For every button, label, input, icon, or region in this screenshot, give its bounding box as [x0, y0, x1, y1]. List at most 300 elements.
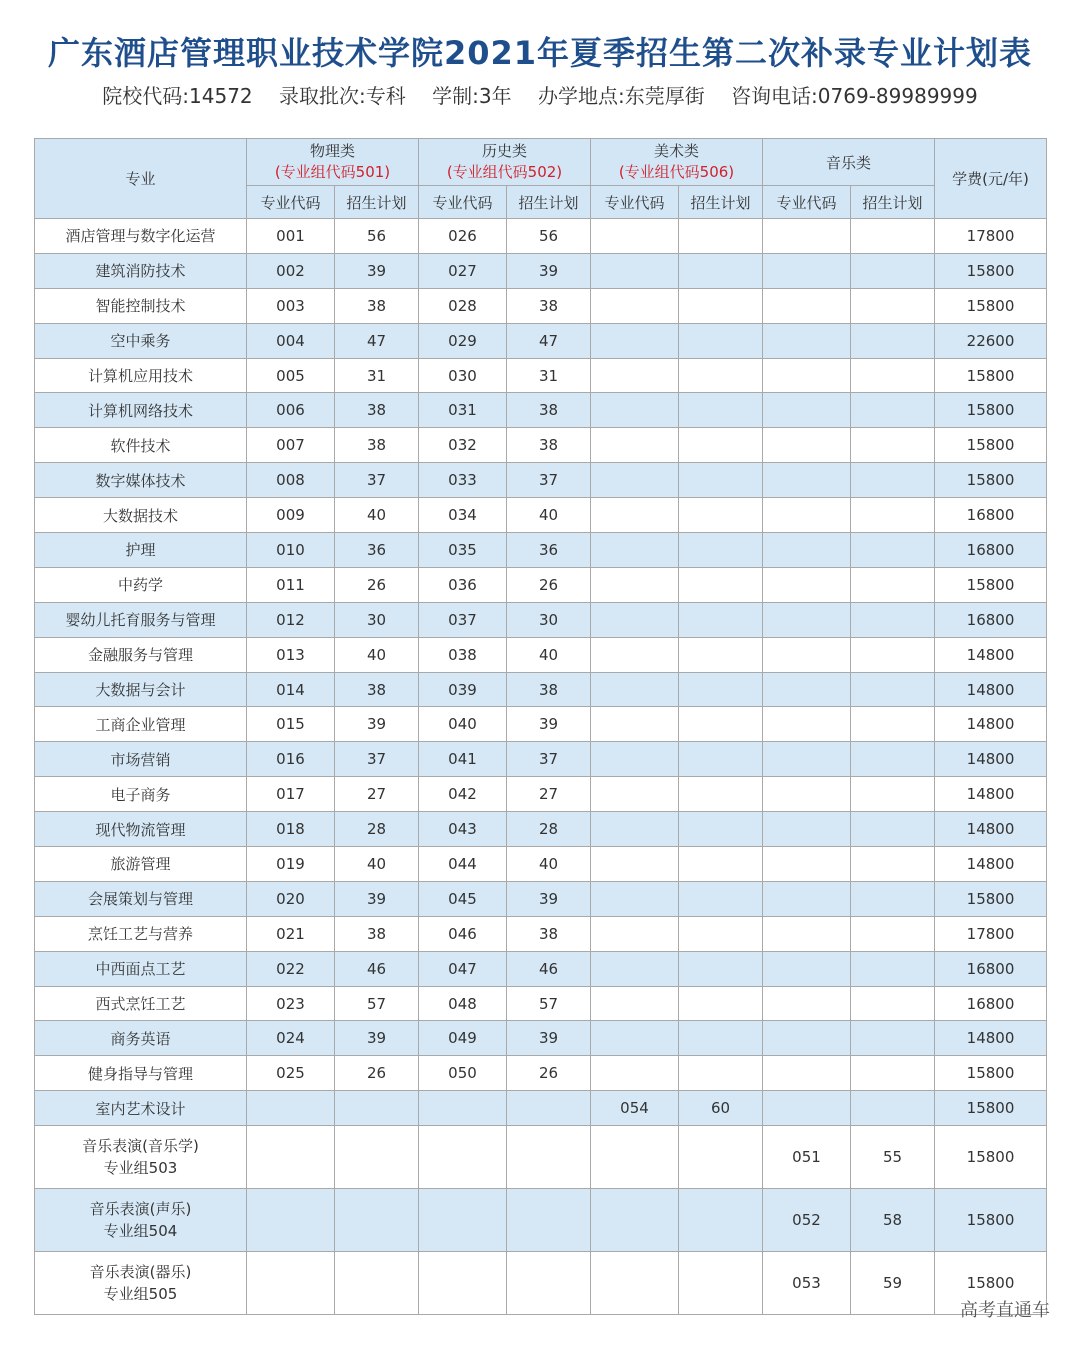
cell-art-code: [591, 777, 679, 812]
header-history: 历史类 (专业组代码502): [419, 139, 591, 186]
cell-art-plan: [679, 288, 763, 323]
cell-art-plan: [679, 742, 763, 777]
cell-physics-code: 003: [247, 288, 335, 323]
cell-physics-code: 005: [247, 358, 335, 393]
cell-physics-code: 018: [247, 812, 335, 847]
cell-fee: 15800: [935, 567, 1047, 602]
cell-music-plan: [851, 916, 935, 951]
cell-history-code: 041: [419, 742, 507, 777]
cell-history-plan: 40: [507, 498, 591, 533]
cell-art-code: [591, 916, 679, 951]
cell-history-plan: 40: [507, 637, 591, 672]
table-row: [35, 986, 1047, 1021]
cell-physics-plan: 30: [335, 602, 419, 637]
study-duration: 学制:3年: [432, 84, 512, 108]
table-row: [35, 1251, 1047, 1314]
cell-art-code: [591, 672, 679, 707]
table-row: [35, 393, 1047, 428]
header-art-plan: 招生计划: [679, 186, 763, 219]
cell-fee: 15800: [935, 881, 1047, 916]
cell-music-code: [763, 637, 851, 672]
header-physics-code: 专业代码: [247, 186, 335, 219]
cell-major-name: 市场营销: [35, 742, 247, 777]
cell-fee: 16800: [935, 602, 1047, 637]
cell-art-code: 054: [591, 1091, 679, 1126]
cell-history-code: 030: [419, 358, 507, 393]
cell-music-code: 052: [763, 1188, 851, 1251]
cell-music-plan: [851, 672, 935, 707]
cell-music-code: [763, 463, 851, 498]
cell-history-plan: 39: [507, 253, 591, 288]
cell-history-code: 047: [419, 951, 507, 986]
cell-music-code: [763, 1091, 851, 1126]
cell-music-plan: [851, 567, 935, 602]
cell-art-plan: [679, 602, 763, 637]
cell-fee: 14800: [935, 672, 1047, 707]
cell-art-plan: [679, 1251, 763, 1314]
cell-music-code: [763, 358, 851, 393]
header-major: 专业: [35, 139, 247, 219]
cell-art-code: [591, 323, 679, 358]
cell-history-plan: 38: [507, 288, 591, 323]
cell-history-plan: 31: [507, 358, 591, 393]
cell-music-code: 051: [763, 1126, 851, 1189]
cell-physics-code: 009: [247, 498, 335, 533]
contact-phone: 咨询电话:0769-89989999: [731, 84, 978, 108]
cell-history-plan: 37: [507, 463, 591, 498]
cell-physics-code: 016: [247, 742, 335, 777]
cell-history-code: 040: [419, 707, 507, 742]
cell-major-name: 计算机网络技术: [35, 393, 247, 428]
cell-music-plan: [851, 323, 935, 358]
header-art: 美术类 (专业组代码506): [591, 139, 763, 186]
cell-music-code: [763, 777, 851, 812]
cell-history-code: [419, 1251, 507, 1314]
cell-music-code: [763, 742, 851, 777]
cell-art-plan: [679, 1188, 763, 1251]
cell-music-plan: [851, 533, 935, 568]
cell-physics-plan: 31: [335, 358, 419, 393]
cell-history-plan: [507, 1251, 591, 1314]
cell-physics-code: [247, 1251, 335, 1314]
cell-art-plan: [679, 463, 763, 498]
table-row: [35, 219, 1047, 254]
cell-music-plan: [851, 428, 935, 463]
cell-music-code: [763, 951, 851, 986]
cell-physics-code: 001: [247, 219, 335, 254]
cell-history-plan: 39: [507, 707, 591, 742]
cell-fee: 15800: [935, 463, 1047, 498]
cell-major-name: 西式烹饪工艺: [35, 986, 247, 1021]
cell-history-code: 032: [419, 428, 507, 463]
cell-major-name: 旅游管理: [35, 847, 247, 882]
cell-art-code: [591, 881, 679, 916]
table-row: [35, 1021, 1047, 1056]
cell-art-code: [591, 847, 679, 882]
cell-physics-code: 024: [247, 1021, 335, 1056]
cell-physics-plan: 38: [335, 672, 419, 707]
cell-music-plan: [851, 1091, 935, 1126]
table-row: [35, 602, 1047, 637]
cell-fee: 14800: [935, 777, 1047, 812]
cell-history-code: 044: [419, 847, 507, 882]
cell-history-plan: 40: [507, 847, 591, 882]
campus-location: 办学地点:东莞厚街: [537, 84, 705, 108]
cell-major-name: 大数据技术: [35, 498, 247, 533]
cell-history-code: 037: [419, 602, 507, 637]
cell-history-plan: 39: [507, 1021, 591, 1056]
cell-music-plan: [851, 847, 935, 882]
header-fee: 学费(元/年): [935, 139, 1047, 219]
header-art-code: 专业代码: [591, 186, 679, 219]
cell-art-code: [591, 533, 679, 568]
cell-fee: 14800: [935, 1021, 1047, 1056]
cell-fee: 14800: [935, 847, 1047, 882]
cell-music-code: [763, 707, 851, 742]
major-group: 专业组505: [103, 1284, 178, 1303]
cell-history-plan: [507, 1188, 591, 1251]
cell-art-code: [591, 707, 679, 742]
header-music: 音乐类: [763, 139, 935, 186]
cell-music-plan: [851, 637, 935, 672]
cell-art-code: [591, 1126, 679, 1189]
cell-physics-plan: 37: [335, 463, 419, 498]
cell-history-code: 038: [419, 637, 507, 672]
cell-art-plan: [679, 219, 763, 254]
cell-music-plan: [851, 358, 935, 393]
table-row: [35, 637, 1047, 672]
physics-group-code: (专业组代码501): [274, 163, 391, 181]
cell-music-code: [763, 1056, 851, 1091]
cell-art-plan: [679, 672, 763, 707]
cell-music-plan: 59: [851, 1251, 935, 1314]
cell-physics-code: 013: [247, 637, 335, 672]
table-row: [35, 777, 1047, 812]
cell-music-plan: [851, 707, 935, 742]
cell-music-code: [763, 253, 851, 288]
cell-physics-plan: 39: [335, 881, 419, 916]
cell-art-plan: [679, 881, 763, 916]
cell-fee: 15800: [935, 1126, 1047, 1189]
table-row: [35, 358, 1047, 393]
cell-music-plan: [851, 881, 935, 916]
cell-music-code: [763, 672, 851, 707]
cell-music-code: [763, 428, 851, 463]
cell-physics-plan: 27: [335, 777, 419, 812]
cell-music-code: [763, 847, 851, 882]
cell-history-plan: 56: [507, 219, 591, 254]
cell-art-plan: [679, 1056, 763, 1091]
cell-major-name: 大数据与会计: [35, 672, 247, 707]
cell-music-plan: 55: [851, 1126, 935, 1189]
cell-music-plan: [851, 742, 935, 777]
cell-music-plan: [851, 463, 935, 498]
cell-physics-code: 002: [247, 253, 335, 288]
cell-major-name: 婴幼儿托育服务与管理: [35, 602, 247, 637]
cell-fee: 15800: [935, 393, 1047, 428]
cell-physics-code: 017: [247, 777, 335, 812]
cell-physics-plan: 38: [335, 916, 419, 951]
cell-music-code: [763, 916, 851, 951]
cell-art-code: [591, 463, 679, 498]
cell-major-name: [35, 1126, 247, 1189]
table-row: [35, 533, 1047, 568]
cell-fee: 15800: [935, 253, 1047, 288]
cell-art-plan: [679, 707, 763, 742]
cell-major-name: 软件技术: [35, 428, 247, 463]
cell-art-plan: [679, 951, 763, 986]
cell-art-code: [591, 219, 679, 254]
cell-fee: 17800: [935, 219, 1047, 254]
header-history-plan: 招生计划: [507, 186, 591, 219]
cell-art-code: [591, 812, 679, 847]
cell-history-code: [419, 1126, 507, 1189]
table-row: [35, 742, 1047, 777]
cell-history-code: 048: [419, 986, 507, 1021]
table-row: [35, 428, 1047, 463]
cell-fee: 15800: [935, 428, 1047, 463]
school-code: 院校代码:14572: [102, 84, 253, 108]
cell-history-plan: 30: [507, 602, 591, 637]
cell-history-code: [419, 1188, 507, 1251]
cell-history-code: 050: [419, 1056, 507, 1091]
cell-fee: 15800: [935, 1091, 1047, 1126]
cell-music-plan: [851, 602, 935, 637]
cell-fee: 15800: [935, 288, 1047, 323]
cell-major-name: 会展策划与管理: [35, 881, 247, 916]
cell-fee: 15800: [935, 1056, 1047, 1091]
cell-physics-plan: 26: [335, 1056, 419, 1091]
cell-art-code: [591, 742, 679, 777]
table-row: [35, 463, 1047, 498]
watermark: 高考直通车: [960, 1300, 1050, 1321]
cell-history-plan: [507, 1126, 591, 1189]
cell-physics-plan: 39: [335, 707, 419, 742]
cell-history-code: 033: [419, 463, 507, 498]
table-row: [35, 1188, 1047, 1251]
cell-major-name: [35, 1188, 247, 1251]
cell-music-plan: [851, 951, 935, 986]
cell-art-plan: [679, 777, 763, 812]
cell-physics-plan: 57: [335, 986, 419, 1021]
cell-major-name: 数字媒体技术: [35, 463, 247, 498]
cell-art-code: [591, 253, 679, 288]
cell-music-plan: [851, 812, 935, 847]
cell-physics-code: 010: [247, 533, 335, 568]
cell-art-code: [591, 358, 679, 393]
cell-art-plan: [679, 567, 763, 602]
table-row: [35, 812, 1047, 847]
cell-major-name: 酒店管理与数字化运营: [35, 219, 247, 254]
cell-physics-plan: 37: [335, 742, 419, 777]
cell-music-code: [763, 602, 851, 637]
cell-art-plan: [679, 498, 763, 533]
cell-history-code: 039: [419, 672, 507, 707]
enrollment-plan-table: [34, 138, 1047, 1315]
cell-physics-plan: [335, 1188, 419, 1251]
cell-art-plan: [679, 393, 763, 428]
cell-music-plan: [851, 1056, 935, 1091]
cell-art-code: [591, 288, 679, 323]
info-line: [0, 80, 1080, 109]
table-row: [35, 323, 1047, 358]
table-row: [35, 916, 1047, 951]
cell-music-plan: 58: [851, 1188, 935, 1251]
cell-physics-code: 025: [247, 1056, 335, 1091]
cell-history-plan: [507, 1091, 591, 1126]
cell-art-code: [591, 1021, 679, 1056]
cell-fee: 15800: [935, 1188, 1047, 1251]
cell-physics-plan: 39: [335, 253, 419, 288]
cell-history-code: [419, 1091, 507, 1126]
table-row: [35, 1126, 1047, 1189]
cell-fee: 14800: [935, 812, 1047, 847]
cell-fee: 16800: [935, 533, 1047, 568]
cell-history-code: 027: [419, 253, 507, 288]
cell-physics-plan: [335, 1126, 419, 1189]
cell-fee: 17800: [935, 916, 1047, 951]
header-music-code: 专业代码: [763, 186, 851, 219]
cell-music-plan: [851, 498, 935, 533]
cell-music-plan: [851, 1021, 935, 1056]
cell-art-plan: [679, 812, 763, 847]
cell-art-code: [591, 393, 679, 428]
cell-physics-plan: 56: [335, 219, 419, 254]
table-row: [35, 672, 1047, 707]
cell-art-code: [591, 986, 679, 1021]
cell-history-code: 043: [419, 812, 507, 847]
cell-music-plan: [851, 777, 935, 812]
cell-major-name: 电子商务: [35, 777, 247, 812]
cell-history-code: 045: [419, 881, 507, 916]
art-group-code: (专业组代码506): [618, 163, 735, 181]
cell-fee: 14800: [935, 707, 1047, 742]
cell-major-name: 商务英语: [35, 1021, 247, 1056]
table-row: [35, 288, 1047, 323]
cell-art-code: [591, 428, 679, 463]
cell-fee: 14800: [935, 637, 1047, 672]
table-row: [35, 498, 1047, 533]
cell-music-plan: [851, 253, 935, 288]
cell-physics-plan: 36: [335, 533, 419, 568]
cell-art-plan: [679, 323, 763, 358]
cell-art-plan: [679, 1021, 763, 1056]
cell-physics-code: 020: [247, 881, 335, 916]
table-row: [35, 847, 1047, 882]
cell-history-code: 031: [419, 393, 507, 428]
major-name: 音乐表演(声乐): [89, 1199, 192, 1218]
cell-art-plan: [679, 986, 763, 1021]
cell-history-code: 034: [419, 498, 507, 533]
table-row: [35, 1056, 1047, 1091]
cell-major-name: 智能控制技术: [35, 288, 247, 323]
cell-physics-code: 007: [247, 428, 335, 463]
cell-music-code: [763, 533, 851, 568]
cell-art-code: [591, 498, 679, 533]
header-physics-plan: 招生计划: [335, 186, 419, 219]
cell-major-name: 现代物流管理: [35, 812, 247, 847]
cell-art-code: [591, 567, 679, 602]
header-music-plan: 招生计划: [851, 186, 935, 219]
cell-physics-code: [247, 1126, 335, 1189]
cell-history-plan: 37: [507, 742, 591, 777]
cell-history-code: 028: [419, 288, 507, 323]
cell-history-plan: 38: [507, 393, 591, 428]
cell-history-plan: 38: [507, 428, 591, 463]
cell-art-plan: [679, 637, 763, 672]
cell-fee: 14800: [935, 742, 1047, 777]
cell-history-plan: 28: [507, 812, 591, 847]
cell-physics-plan: 38: [335, 393, 419, 428]
cell-art-plan: [679, 358, 763, 393]
cell-history-code: 026: [419, 219, 507, 254]
cell-major-name: 中西面点工艺: [35, 951, 247, 986]
cell-physics-plan: 46: [335, 951, 419, 986]
cell-physics-code: 022: [247, 951, 335, 986]
cell-history-plan: 46: [507, 951, 591, 986]
cell-major-name: 烹饪工艺与营养: [35, 916, 247, 951]
cell-major-name: 中药学: [35, 567, 247, 602]
cell-physics-plan: 40: [335, 847, 419, 882]
table-row: [35, 951, 1047, 986]
cell-art-plan: [679, 847, 763, 882]
cell-history-plan: 47: [507, 323, 591, 358]
cell-physics-code: 012: [247, 602, 335, 637]
cell-music-code: 053: [763, 1251, 851, 1314]
cell-history-code: 036: [419, 567, 507, 602]
table-row: [35, 881, 1047, 916]
cell-physics-plan: [335, 1091, 419, 1126]
cell-fee: 16800: [935, 498, 1047, 533]
cell-music-code: [763, 812, 851, 847]
cell-art-code: [591, 1251, 679, 1314]
cell-fee: 15800: [935, 358, 1047, 393]
cell-physics-plan: 26: [335, 567, 419, 602]
admission-batch: 录取批次:专科: [279, 84, 406, 108]
cell-art-code: [591, 951, 679, 986]
cell-physics-code: 014: [247, 672, 335, 707]
cell-art-plan: [679, 428, 763, 463]
cell-history-code: 046: [419, 916, 507, 951]
cell-art-code: [591, 1056, 679, 1091]
cell-history-plan: 38: [507, 672, 591, 707]
cell-history-plan: 39: [507, 881, 591, 916]
table-row: [35, 253, 1047, 288]
history-group-code: (专业组代码502): [446, 163, 563, 181]
cell-history-plan: 36: [507, 533, 591, 568]
cell-music-plan: [851, 219, 935, 254]
cell-music-code: [763, 881, 851, 916]
cell-fee: 16800: [935, 986, 1047, 1021]
cell-music-code: [763, 498, 851, 533]
cell-physics-plan: [335, 1251, 419, 1314]
cell-music-code: [763, 393, 851, 428]
cell-music-plan: [851, 288, 935, 323]
cell-history-code: 042: [419, 777, 507, 812]
cell-music-code: [763, 986, 851, 1021]
cell-history-code: 029: [419, 323, 507, 358]
table-row: [35, 1091, 1047, 1126]
cell-major-name: 健身指导与管理: [35, 1056, 247, 1091]
cell-history-plan: 38: [507, 916, 591, 951]
cell-major-name: 计算机应用技术: [35, 358, 247, 393]
cell-history-plan: 57: [507, 986, 591, 1021]
cell-physics-code: [247, 1188, 335, 1251]
major-name: 音乐表演(音乐学): [82, 1137, 199, 1156]
cell-major-name: 空中乘务: [35, 323, 247, 358]
table-row: [35, 707, 1047, 742]
cell-physics-code: 023: [247, 986, 335, 1021]
